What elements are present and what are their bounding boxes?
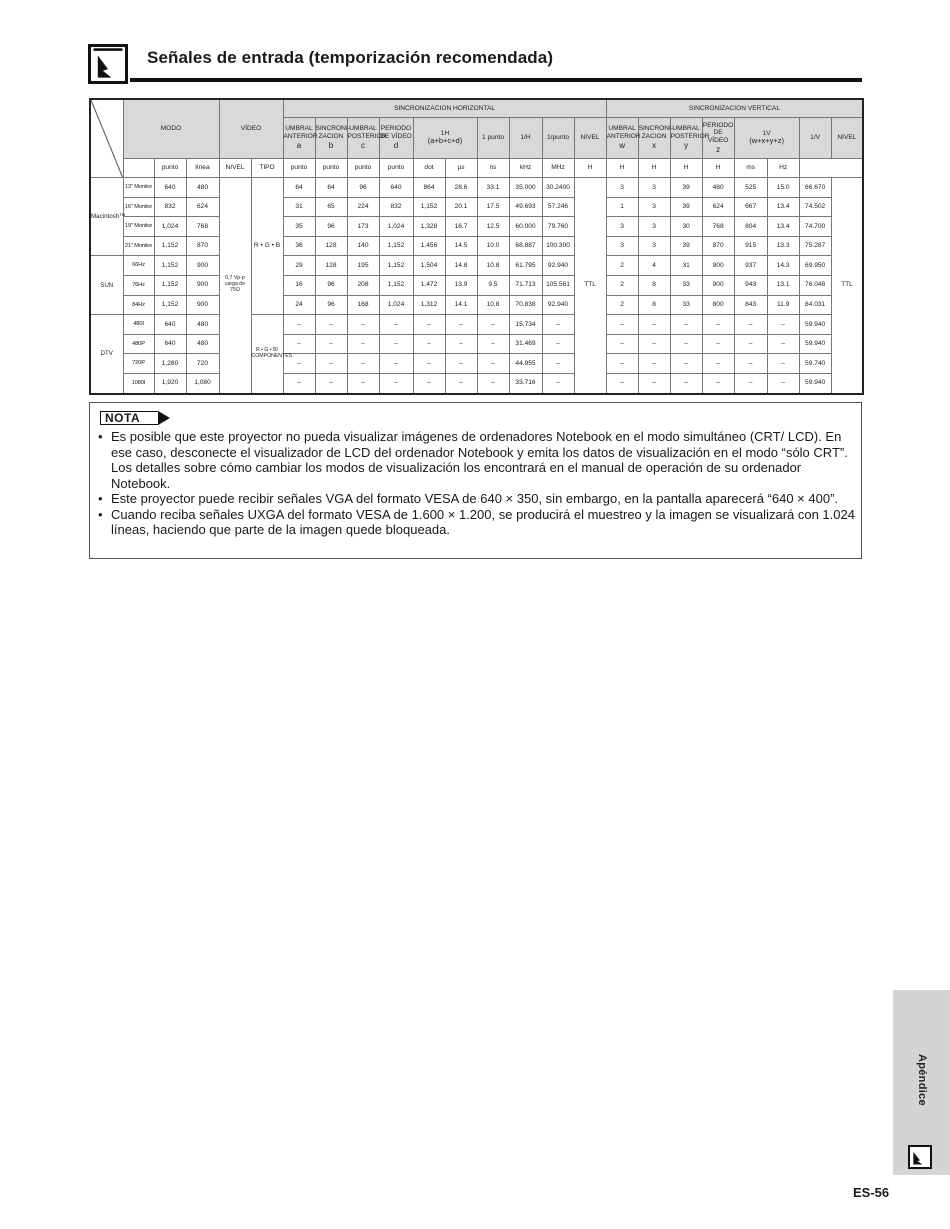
table-cell: 900 bbox=[186, 275, 219, 295]
unit-header: ns bbox=[477, 159, 509, 178]
video-header: VÍDEO bbox=[219, 99, 283, 159]
section-tab-label: Apéndice bbox=[916, 1054, 928, 1106]
table-cell: 720 bbox=[186, 354, 219, 374]
table-cell: 10.8 bbox=[477, 256, 509, 276]
h-1punto-header: 1 punto bbox=[477, 118, 509, 159]
note-list bbox=[98, 429, 856, 538]
table-cell: 3 bbox=[606, 178, 638, 198]
table-cell: 8 bbox=[638, 275, 670, 295]
video-tipo-comp-cell: R • G • B/ COMPONENTES bbox=[251, 315, 283, 394]
table-cell: 12.5 bbox=[477, 217, 509, 237]
table-cell: 640 bbox=[379, 178, 413, 198]
table-cell: 39 bbox=[670, 178, 702, 198]
table-cell: 900 bbox=[702, 256, 734, 276]
table-cell: 35 bbox=[283, 217, 315, 237]
h-periodo-video-header: PERIODO DE VÍDEO d bbox=[379, 118, 413, 159]
table-cell: 224 bbox=[347, 197, 379, 217]
unit-header: punto bbox=[315, 159, 347, 178]
unit-header: TIPO bbox=[251, 159, 283, 178]
table-cell: 74.700 bbox=[799, 217, 831, 237]
row-label: 1080I bbox=[123, 373, 154, 393]
table-cell: 900 bbox=[186, 256, 219, 276]
table-cell: 13.1 bbox=[767, 275, 799, 295]
v-inv1v-header: 1/V bbox=[799, 118, 831, 159]
table-cell: 1,024 bbox=[379, 217, 413, 237]
h-inv1h-header: 1/H bbox=[509, 118, 542, 159]
table-cell: – bbox=[477, 315, 509, 335]
table-cell: 943 bbox=[734, 275, 767, 295]
table-cell: 1,152 bbox=[379, 236, 413, 256]
v-1v-header: 1V (w+x+y+z) bbox=[734, 118, 799, 159]
table-cell: 11.9 bbox=[767, 295, 799, 315]
table-cell: 1,152 bbox=[154, 295, 186, 315]
group-label-sun: SUN bbox=[90, 256, 123, 315]
h-1h-header: 1H (a+b+c+d) bbox=[413, 118, 477, 159]
table-cell: – bbox=[606, 373, 638, 393]
table-cell: 915 bbox=[734, 236, 767, 256]
table-cell: 79.760 bbox=[542, 217, 574, 237]
table-cell: – bbox=[734, 315, 767, 335]
section-side-tab bbox=[893, 990, 950, 1175]
table-cell: 1,152 bbox=[154, 256, 186, 276]
table-cell: – bbox=[542, 354, 574, 374]
table-cell: 15.734 bbox=[509, 315, 542, 335]
table-cell: 35.000 bbox=[509, 178, 542, 198]
table-cell: 4 bbox=[638, 256, 670, 276]
table-cell: – bbox=[315, 373, 347, 393]
table-cell: 1,152 bbox=[379, 256, 413, 276]
note-item: • Este proyector puede recibir señales VGA del formato VESA de 640 × 350, sin embargo, en la pantalla aparecerá “640 × 400”. bbox=[98, 491, 856, 507]
table-cell: 13.4 bbox=[767, 217, 799, 237]
row-label: 480P bbox=[123, 334, 154, 354]
table-cell: 17.5 bbox=[477, 197, 509, 217]
table-cell: 14.8 bbox=[445, 256, 477, 276]
table-cell: 14.1 bbox=[445, 295, 477, 315]
section-icon bbox=[88, 44, 128, 84]
vertical-sync-header: SINCRONIZACION VERTICAL bbox=[606, 99, 863, 118]
table-cell: 16.7 bbox=[445, 217, 477, 237]
unit-header: ms bbox=[734, 159, 767, 178]
table-cell: 96 bbox=[347, 178, 379, 198]
row-label: 720P bbox=[123, 354, 154, 374]
v-sincronizacion-header: SINCRONI- ZACION x bbox=[638, 118, 670, 159]
table-cell: – bbox=[315, 354, 347, 374]
unit-header-row bbox=[90, 159, 863, 178]
table-cell: 96 bbox=[315, 217, 347, 237]
table-cell: 624 bbox=[186, 197, 219, 217]
table-cell: – bbox=[734, 373, 767, 393]
table-cell: 1,152 bbox=[154, 275, 186, 295]
table-cell: – bbox=[606, 315, 638, 335]
table-row bbox=[90, 295, 863, 315]
table-cell: – bbox=[670, 315, 702, 335]
table-cell: 832 bbox=[154, 197, 186, 217]
table-row bbox=[90, 275, 863, 295]
table-cell: 640 bbox=[154, 178, 186, 198]
table-cell: – bbox=[413, 373, 445, 393]
table-cell: 768 bbox=[186, 217, 219, 237]
table-cell: 15.0 bbox=[767, 178, 799, 198]
unit-header: Hz bbox=[767, 159, 799, 178]
table-body bbox=[90, 178, 863, 394]
v-umbral-posterior-header: UMBRAL POSTERIOR y bbox=[670, 118, 702, 159]
unit-header: H bbox=[702, 159, 734, 178]
table-cell: 75.287 bbox=[799, 236, 831, 256]
table-cell: 29 bbox=[283, 256, 315, 276]
table-cell: 1,152 bbox=[379, 275, 413, 295]
unit-header: MHz bbox=[542, 159, 574, 178]
table-cell: 667 bbox=[734, 197, 767, 217]
table-cell: 31 bbox=[283, 197, 315, 217]
table-cell: – bbox=[670, 334, 702, 354]
table-cell: 57.246 bbox=[542, 197, 574, 217]
table-cell: – bbox=[542, 334, 574, 354]
table-cell: 49.693 bbox=[509, 197, 542, 217]
table-cell: 2 bbox=[606, 295, 638, 315]
table-cell: 800 bbox=[702, 295, 734, 315]
v-nivel-header: NIVEL bbox=[831, 118, 863, 159]
table-cell: 3 bbox=[606, 217, 638, 237]
group-label-dtv: DTV bbox=[90, 315, 123, 394]
note-item: • Es posible que este proyector no pueda visualizar imágenes de ordenadores Notebook en el modo simultáneo (CRT/ LCD). En ese caso, desconecte el visualizador de LCD del ordenador Notebook y emita los datos de visualización en el modo “sólo CRT”. Los detalles sobre cómo cambiar los modos de visualización los encontrará en el manual de operación de su ordenador Notebook. bbox=[98, 429, 856, 491]
table-cell: 168 bbox=[347, 295, 379, 315]
table-cell: – bbox=[702, 315, 734, 335]
table-cell: 10.0 bbox=[477, 236, 509, 256]
table-row bbox=[90, 217, 863, 237]
row-label: 19" Monitor bbox=[123, 217, 154, 237]
table-cell: – bbox=[379, 373, 413, 393]
table-cell: 1,328 bbox=[413, 217, 445, 237]
table-cell: – bbox=[445, 334, 477, 354]
table-cell: 1,312 bbox=[413, 295, 445, 315]
table-cell: 480 bbox=[186, 334, 219, 354]
row-label: 480I bbox=[123, 315, 154, 335]
table-cell: 2 bbox=[606, 256, 638, 276]
table-cell: 1 bbox=[606, 197, 638, 217]
table-cell: 2 bbox=[606, 275, 638, 295]
table-cell: 864 bbox=[413, 178, 445, 198]
table-cell: 640 bbox=[154, 334, 186, 354]
v-nivel-cell: TTL bbox=[831, 178, 863, 394]
table-cell: – bbox=[638, 315, 670, 335]
row-label: 13" Monitor bbox=[123, 178, 154, 198]
table-cell: 14.3 bbox=[767, 256, 799, 276]
table-cell: 3 bbox=[638, 178, 670, 198]
table-cell: 69.950 bbox=[799, 256, 831, 276]
table-cell: 30.2400 bbox=[542, 178, 574, 198]
title-rule bbox=[130, 78, 862, 82]
table-cell: 140 bbox=[347, 236, 379, 256]
table-cell: – bbox=[734, 334, 767, 354]
table-cell: – bbox=[638, 334, 670, 354]
h-umbral-posterior-header: UMBRAL POSTERIOR c bbox=[347, 118, 379, 159]
table-cell: 28.6 bbox=[445, 178, 477, 198]
table-cell: 33 bbox=[670, 295, 702, 315]
table-cell: 1,152 bbox=[413, 197, 445, 217]
unit-header: H bbox=[638, 159, 670, 178]
table-cell: 128 bbox=[315, 236, 347, 256]
table-cell: 3 bbox=[606, 236, 638, 256]
table-cell: 1,024 bbox=[154, 217, 186, 237]
table-cell: – bbox=[283, 373, 315, 393]
table-cell: – bbox=[702, 354, 734, 374]
table-row bbox=[90, 354, 863, 374]
table-cell: 33.1 bbox=[477, 178, 509, 198]
table-cell: 60.000 bbox=[509, 217, 542, 237]
table-cell: 1,152 bbox=[154, 236, 186, 256]
h-nivel-header: NIVEL bbox=[574, 118, 606, 159]
table-cell: – bbox=[413, 334, 445, 354]
table-cell: 13.4 bbox=[767, 197, 799, 217]
table-cell: 39 bbox=[670, 236, 702, 256]
unit-header: kHz bbox=[509, 159, 542, 178]
table-cell: 105.561 bbox=[542, 275, 574, 295]
table-cell: 13.3 bbox=[767, 236, 799, 256]
table-cell: 640 bbox=[154, 315, 186, 335]
table-cell: – bbox=[767, 354, 799, 374]
table-cell: – bbox=[445, 354, 477, 374]
table-cell: 3 bbox=[638, 197, 670, 217]
table-cell: 900 bbox=[702, 275, 734, 295]
v-periodo-video-header: PERIODO DE VÍDEO z bbox=[702, 118, 734, 159]
table-cell: 9.5 bbox=[477, 275, 509, 295]
table-cell: 59.940 bbox=[799, 334, 831, 354]
table-cell: 68.887 bbox=[509, 236, 542, 256]
table-cell: 843 bbox=[734, 295, 767, 315]
table-cell: 61.795 bbox=[509, 256, 542, 276]
table-cell: 1,280 bbox=[154, 354, 186, 374]
table-row bbox=[90, 256, 863, 276]
timing-table bbox=[89, 98, 864, 395]
table-cell: 64 bbox=[315, 178, 347, 198]
unit-header: dot bbox=[413, 159, 445, 178]
table-cell: – bbox=[638, 354, 670, 374]
table-cell: 870 bbox=[702, 236, 734, 256]
unit-header: punto bbox=[154, 159, 186, 178]
table-cell: – bbox=[477, 373, 509, 393]
video-nivel-cell: 0,7 Vp-p carga de 75Ω bbox=[219, 178, 251, 394]
table-cell: – bbox=[283, 315, 315, 335]
table-cell: 1,024 bbox=[379, 295, 413, 315]
row-label: 66Hz bbox=[123, 256, 154, 276]
table-cell: – bbox=[767, 373, 799, 393]
table-cell: – bbox=[413, 315, 445, 335]
table-cell: 31.469 bbox=[509, 334, 542, 354]
table-cell: – bbox=[315, 315, 347, 335]
table-cell: 16 bbox=[283, 275, 315, 295]
row-label: 84Hz bbox=[123, 295, 154, 315]
modo-header: MODO bbox=[123, 99, 219, 159]
table-cell: 24 bbox=[283, 295, 315, 315]
table-cell: 804 bbox=[734, 217, 767, 237]
table-cell: 195 bbox=[347, 256, 379, 276]
table-cell: – bbox=[734, 354, 767, 374]
table-cell: 100.300 bbox=[542, 236, 574, 256]
table-cell: 20.1 bbox=[445, 197, 477, 217]
page-title: Señales de entrada (temporización recomendada) bbox=[147, 48, 554, 67]
table-cell: – bbox=[477, 354, 509, 374]
table-cell: 480 bbox=[702, 178, 734, 198]
table-cell: 14.5 bbox=[445, 236, 477, 256]
table-cell: 96 bbox=[315, 295, 347, 315]
table-cell: – bbox=[542, 315, 574, 335]
table-cell: – bbox=[767, 315, 799, 335]
table-cell: 84.031 bbox=[799, 295, 831, 315]
table-row bbox=[90, 178, 863, 198]
unit-header: NIVEL bbox=[219, 159, 251, 178]
table-cell: 64 bbox=[283, 178, 315, 198]
table-cell: 937 bbox=[734, 256, 767, 276]
table-cell: – bbox=[670, 354, 702, 374]
unit-header: H bbox=[574, 159, 606, 178]
table-cell: 74.502 bbox=[799, 197, 831, 217]
table-cell: 870 bbox=[186, 236, 219, 256]
video-tipo-rgb-cell: R • G • B bbox=[251, 178, 283, 315]
row-label: 21" Monitor bbox=[123, 236, 154, 256]
table-cell: 31 bbox=[670, 256, 702, 276]
table-cell: 208 bbox=[347, 275, 379, 295]
horizontal-sync-header: SINCRONIZACION HORIZONTAL bbox=[283, 99, 606, 118]
table-cell: – bbox=[379, 354, 413, 374]
table-cell: – bbox=[347, 315, 379, 335]
table-cell: – bbox=[445, 315, 477, 335]
note-label: NOTA bbox=[105, 411, 141, 425]
table-cell: 13.9 bbox=[445, 275, 477, 295]
table-cell: – bbox=[413, 354, 445, 374]
note-badge bbox=[100, 411, 170, 425]
table-cell: 33.716 bbox=[509, 373, 542, 393]
unit-header: μs bbox=[445, 159, 477, 178]
table-cell: 10.8 bbox=[477, 295, 509, 315]
table-cell: 70.838 bbox=[509, 295, 542, 315]
table-cell: 33 bbox=[670, 275, 702, 295]
table-cell: 768 bbox=[702, 217, 734, 237]
note-box bbox=[89, 402, 862, 559]
row-label: 16" Monitor bbox=[123, 197, 154, 217]
table-cell: 1,920 bbox=[154, 373, 186, 393]
table-cell: 92.940 bbox=[542, 256, 574, 276]
table-cell: 8 bbox=[638, 295, 670, 315]
unit-header: punto bbox=[283, 159, 315, 178]
table-cell: 76.048 bbox=[799, 275, 831, 295]
unit-header: punto bbox=[347, 159, 379, 178]
table-cell: – bbox=[379, 334, 413, 354]
table-row bbox=[90, 334, 863, 354]
row-label: 76Hz bbox=[123, 275, 154, 295]
table-row bbox=[90, 197, 863, 217]
group-label-macintosh: Macintosh™ bbox=[90, 178, 123, 256]
table-cell: 1,504 bbox=[413, 256, 445, 276]
table-cell: – bbox=[315, 334, 347, 354]
table-cell: – bbox=[477, 334, 509, 354]
table-cell: – bbox=[347, 354, 379, 374]
table-cell: – bbox=[542, 373, 574, 393]
table-cell: 128 bbox=[315, 256, 347, 276]
table-row bbox=[90, 236, 863, 256]
table-row bbox=[90, 315, 863, 335]
v-umbral-anterior-header: UMBRAL ANTERIOR w bbox=[606, 118, 638, 159]
h-umbral-anterior-header: UMBRAL ANTERIOR a bbox=[283, 118, 315, 159]
table-cell: 30 bbox=[670, 217, 702, 237]
arrow-corner-icon bbox=[908, 1145, 932, 1169]
table-cell: 1,080 bbox=[186, 373, 219, 393]
table-row bbox=[90, 373, 863, 393]
table-cell: 173 bbox=[347, 217, 379, 237]
h-inv1punto-header: 1/punto bbox=[542, 118, 574, 159]
unit-spacer-cell bbox=[123, 159, 154, 178]
unit-header: H bbox=[606, 159, 638, 178]
table-cell: – bbox=[606, 354, 638, 374]
table-cell: 832 bbox=[379, 197, 413, 217]
table-cell: 59.940 bbox=[799, 315, 831, 335]
table-cell: – bbox=[379, 315, 413, 335]
table-cell: 1,472 bbox=[413, 275, 445, 295]
table-cell: 36 bbox=[283, 236, 315, 256]
table-cell: 480 bbox=[186, 315, 219, 335]
h-nivel-cell: TTL bbox=[574, 178, 606, 394]
table-cell: 480 bbox=[186, 178, 219, 198]
table-cell: – bbox=[638, 373, 670, 393]
table-cell: 59.740 bbox=[799, 354, 831, 374]
table-cell: 39 bbox=[670, 197, 702, 217]
table-cell: – bbox=[702, 334, 734, 354]
table-cell: 96 bbox=[315, 275, 347, 295]
table-cell: 624 bbox=[702, 197, 734, 217]
table-cell: – bbox=[347, 373, 379, 393]
table-cell: 525 bbox=[734, 178, 767, 198]
unit-header: punto bbox=[379, 159, 413, 178]
table-cell: 65 bbox=[315, 197, 347, 217]
page-number: ES-56 bbox=[853, 1185, 890, 1200]
table-cell: 44.955 bbox=[509, 354, 542, 374]
arrow-corner-icon bbox=[91, 47, 125, 81]
unit-header: línea bbox=[186, 159, 219, 178]
table-cell: 59.940 bbox=[799, 373, 831, 393]
table-cell: 1,456 bbox=[413, 236, 445, 256]
table-cell: – bbox=[347, 334, 379, 354]
note-item: • Cuando reciba señales UXGA del formato VESA de 1.600 × 1.200, se producirá el muestreo y la imagen se visualizará con 1.024 líneas, haciendo que parte de la imagen quede bloqueada. bbox=[98, 507, 856, 538]
table-cell: – bbox=[670, 373, 702, 393]
table-cell: 66.670 bbox=[799, 178, 831, 198]
table-cell: 92.940 bbox=[542, 295, 574, 315]
table-cell: – bbox=[283, 354, 315, 374]
table-cell: – bbox=[283, 334, 315, 354]
table-cell: 3 bbox=[638, 217, 670, 237]
h-sincronizacion-header: SINCRONI- ZACION b bbox=[315, 118, 347, 159]
table-cell: 71.713 bbox=[509, 275, 542, 295]
table-cell: 3 bbox=[638, 236, 670, 256]
table-cell: – bbox=[767, 334, 799, 354]
table-cell: – bbox=[606, 334, 638, 354]
table-cell: 900 bbox=[186, 295, 219, 315]
table-cell: – bbox=[702, 373, 734, 393]
table-cell: – bbox=[445, 373, 477, 393]
corner-diagonal-cell bbox=[90, 99, 123, 178]
unit-header: H bbox=[670, 159, 702, 178]
